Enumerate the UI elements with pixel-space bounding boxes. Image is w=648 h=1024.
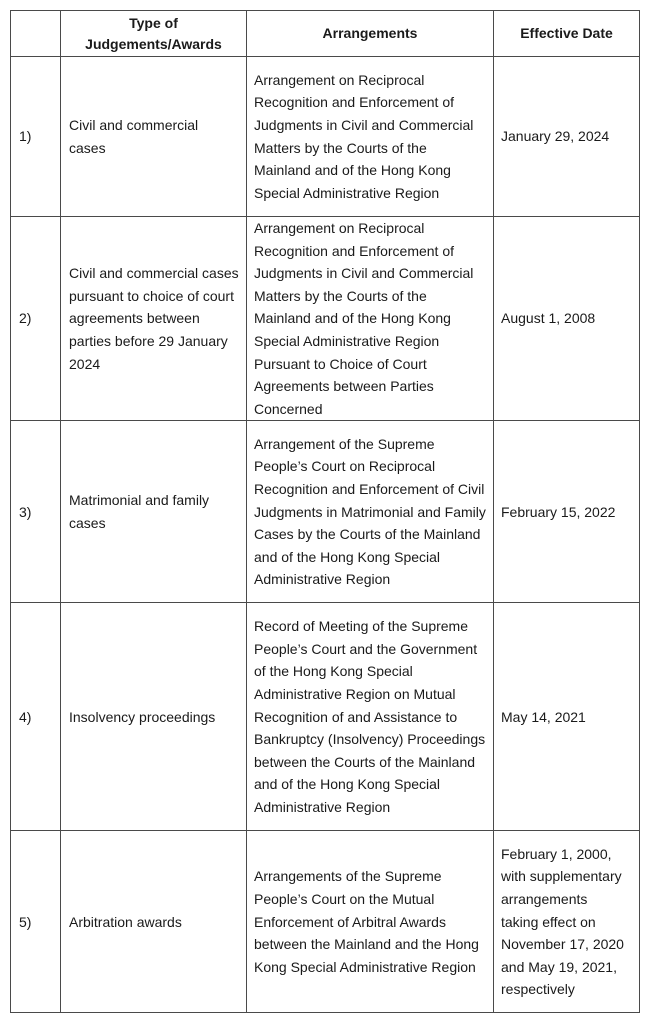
judgement-type: Civil and commercial cases [61,57,247,217]
effective-date: January 29, 2024 [494,57,640,217]
effective-date: May 14, 2021 [494,603,640,831]
arrangement-text: Arrangement on Reciprocal Recognition and Enforcement of Judgments in Civil and Commercial Matters by the Courts of the Mainland and of the Hong Kong Special Administrative Region [247,57,494,217]
judgement-type: Matrimonial and family cases [61,421,247,603]
row-number: 3) [11,421,61,603]
judgement-type: Arbitration awards [61,831,247,1013]
row-number: 1) [11,57,61,217]
table-row [11,217,640,421]
arrangement-text: Record of Meeting of the Supreme People’s Court and the Government of the Hong Kong Special Administrative Region on Mutual Recognition of and Assistance to Bankruptcy (Insolvency) Proceedings between the Courts of the Mainland and of the Hong Kong Special Administrative Region [247,603,494,831]
arrangement-text: Arrangement on Reciprocal Recognition and Enforcement of Judgments in Civil and Commercial Matters by the Courts of the Mainland and of the Hong Kong Special Administrative Region Pursuant to Choice of Court Agreements between Parties Concerned [247,217,494,421]
table-row [11,603,640,831]
judgement-type: Insolvency proceedings [61,603,247,831]
effective-date: August 1, 2008 [494,217,640,421]
table-row [11,831,640,1013]
header-effective-date: Effective Date [494,11,640,57]
row-number: 4) [11,603,61,831]
arrangements-table [10,10,640,1013]
arrangement-text: Arrangements of the Supreme People’s Court on the Mutual Enforcement of Arbitral Awards between the Mainland and the Hong Kong Special Administrative Region [247,831,494,1013]
header-number [11,11,61,57]
header-type: Type of Judgements/Awards [61,11,247,57]
effective-date: February 1, 2000, with supplementary arrangements taking effect on November 17, 2020 and May 19, 2021, respectively [494,831,640,1013]
effective-date: February 15, 2022 [494,421,640,603]
header-arrangements: Arrangements [247,11,494,57]
arrangement-text: Arrangement of the Supreme People’s Court on Reciprocal Recognition and Enforcement of Civil Judgments in Matrimonial and Family Cases by the Courts of the Mainland and of the Hong Kong Special Administrative Region [247,421,494,603]
row-number: 5) [11,831,61,1013]
judgement-type: Civil and commercial cases pursuant to choice of court agreements between parties before 29 January 2024 [61,217,247,421]
table-header-row [11,11,640,57]
row-number: 2) [11,217,61,421]
table-row [11,57,640,217]
table-row [11,421,640,603]
